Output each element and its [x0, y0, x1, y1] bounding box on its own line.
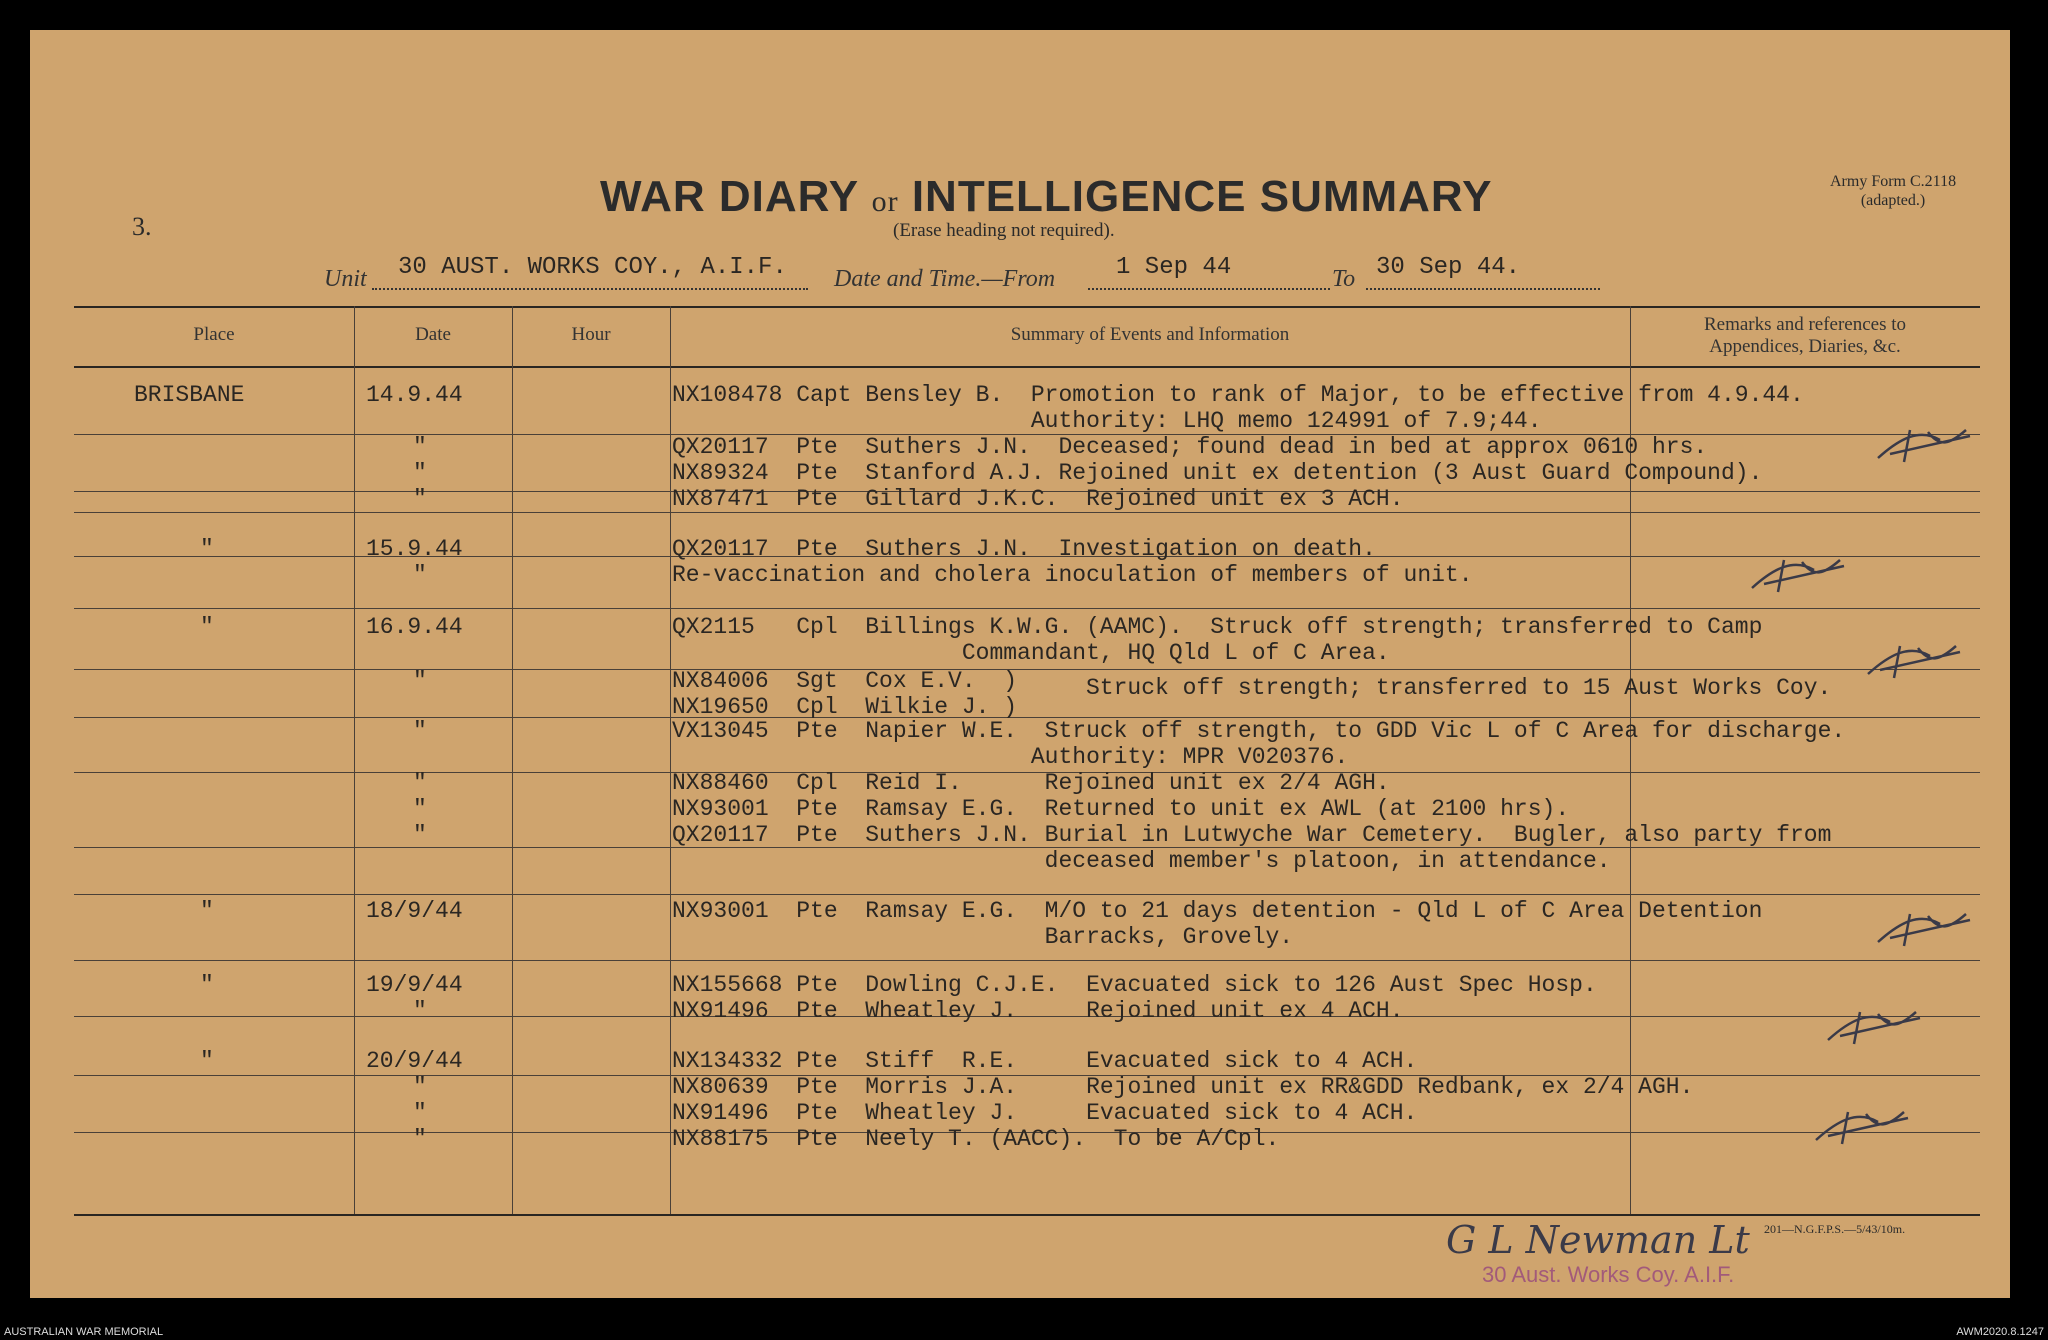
initials-icon	[1744, 548, 1854, 598]
initials-icon	[1870, 418, 1980, 468]
row-summary: Commandant, HQ Qld L of C Area.	[672, 640, 1390, 666]
row-date: 20/9/44	[366, 1048, 463, 1074]
row-summary: NX91496 Pte Wheatley J. Evacuated sick to 4 ACH.	[672, 1100, 1418, 1126]
initials-icon	[1808, 1100, 1918, 1150]
row-date: "	[413, 770, 427, 796]
row-line	[74, 894, 1980, 895]
signature: G L Newman Lt	[1446, 1218, 1750, 1262]
to-value: 30 Sep 44.	[1376, 254, 1521, 281]
col-header-remarks: Remarks and references to Appendices, Diaries, &c.	[1703, 314, 1907, 357]
row-summary: NX87471 Pte Gillard J.K.C. Rejoined unit ex 3 ACH.	[672, 486, 1404, 512]
row-date: "	[413, 460, 427, 486]
row-date: "	[413, 1126, 427, 1152]
row-place: BRISBANE	[134, 382, 245, 408]
row-line	[74, 608, 1980, 609]
footer-right: AWM2020.8.1247	[1956, 1326, 2044, 1338]
row-date: 16.9.44	[366, 614, 463, 640]
unit-dotted-line	[372, 288, 808, 290]
row-summary: NX19650 Cpl Wilkie J. )	[672, 694, 1018, 720]
unit-value: 30 AUST. WORKS COY., A.I.F.	[398, 254, 787, 281]
row-summary: NX155668 Pte Dowling C.J.E. Evacuated sick to 126 Aust Spec Hosp.	[672, 972, 1597, 998]
row-summary: Barracks, Grovely.	[672, 924, 1294, 950]
row-summary: NX108478 Capt Bensley B. Promotion to rank of Major, to be effective from 4.9.44.	[672, 382, 1804, 408]
row-date: "	[413, 1074, 427, 1100]
initials-icon	[1820, 1000, 1930, 1050]
col-header-hour: Hour	[571, 324, 611, 345]
row-summary: NX93001 Pte Ramsay E.G. M/O to 21 days detention - Qld L of C Area Detention	[672, 898, 1763, 924]
row-place: "	[200, 614, 214, 640]
row-date: 15.9.44	[366, 536, 463, 562]
unit-label: Unit	[324, 266, 367, 292]
row-summary: QX20117 Pte Suthers J.N. Investigation on death.	[672, 536, 1376, 562]
form-reference: Army Form C.2118 (adapted.)	[1830, 173, 1957, 209]
to-dotted-line	[1366, 288, 1600, 290]
from-dotted-line	[1088, 288, 1330, 290]
row-place: "	[200, 898, 214, 924]
row-summary: NX88460 Cpl Reid I. Rejoined unit ex 2/4 AGH.	[672, 770, 1390, 796]
col-divider-place	[354, 306, 355, 1214]
table-top-border	[74, 306, 1980, 308]
row-date: "	[413, 718, 427, 744]
row-date: 19/9/44	[366, 972, 463, 998]
row-date: 18/9/44	[366, 898, 463, 924]
row-summary: Authority: MPR V020376.	[672, 744, 1349, 770]
row-summary: Authority: LHQ memo 124991 of 7.9;44.	[672, 408, 1542, 434]
header-bottom-border	[74, 366, 1980, 368]
row-summary: NX134332 Pte Stiff R.E. Evacuated sick to 4 ACH.	[672, 1048, 1418, 1074]
page-title: WAR DIARY or INTELLIGENCE SUMMARY	[600, 172, 1493, 221]
initials-icon	[1860, 634, 1970, 684]
row-date: "	[413, 434, 427, 460]
row-place: "	[200, 1048, 214, 1074]
row-date: 14.9.44	[366, 382, 463, 408]
row-place: "	[200, 972, 214, 998]
row-date: "	[413, 998, 427, 1024]
page-number: 3.	[132, 212, 152, 241]
row-summary: deceased member's platoon, in attendance.	[672, 848, 1611, 874]
row-date: "	[413, 796, 427, 822]
col-header-date: Date	[415, 324, 451, 345]
row-summary: QX2115 Cpl Billings K.W.G. (AAMC). Struck off strength; transferred to Camp	[672, 614, 1763, 640]
row-line	[74, 512, 1980, 513]
initials-icon	[1870, 902, 1980, 952]
row-summary: QX20117 Pte Suthers J.N. Deceased; found dead in bed at approx 0610 hrs.	[672, 434, 1708, 460]
col-divider-hour	[670, 306, 671, 1214]
cox-wilkie-note: Struck off strength; transferred to 15 Aust Works Coy.	[1086, 675, 1832, 701]
from-value: 1 Sep 44	[1116, 254, 1232, 281]
date-from-label: Date and Time.—From	[834, 266, 1056, 292]
row-date: "	[413, 668, 427, 694]
row-summary: NX93001 Pte Ramsay E.G. Returned to unit ex AWL (at 2100 hrs).	[672, 796, 1570, 822]
col-divider-date	[512, 306, 513, 1214]
row-line	[74, 669, 1980, 670]
row-summary: NX91496 Pte Wheatley J. Rejoined unit ex 4 ACH.	[672, 998, 1404, 1024]
row-date: "	[413, 822, 427, 848]
row-line	[74, 960, 1980, 961]
row-summary: NX89324 Pte Stanford A.J. Rejoined unit ex detention (3 Aust Guard Compound).	[672, 460, 1763, 486]
row-summary: NX88175 Pte Neely T. (AACC). To be A/Cpl.	[672, 1126, 1280, 1152]
col-header-place: Place	[193, 324, 235, 345]
row-summary: NX80639 Pte Morris J.A. Rejoined unit ex RR&GDD Redbank, ex 2/4 AGH.	[672, 1074, 1694, 1100]
col-header-summary: Summary of Events and Information	[1010, 324, 1290, 345]
subtitle: (Erase heading not required).	[893, 220, 1115, 241]
row-date: "	[413, 562, 427, 588]
row-date: "	[413, 1100, 427, 1126]
table-bottom-border	[74, 1214, 1980, 1216]
row-place: "	[200, 536, 214, 562]
unit-stamp: 30 Aust. Works Coy. A.I.F.	[1482, 1262, 1735, 1287]
to-label: To	[1332, 266, 1356, 292]
row-summary: Re-vaccination and cholera inoculation of members of unit.	[672, 562, 1473, 588]
row-summary: NX84006 Sgt Cox E.V. )	[672, 668, 1018, 694]
printer-reference: 201—N.G.F.P.S.—5/43/10m.	[1764, 1222, 1906, 1236]
row-summary: VX13045 Pte Napier W.E. Struck off strength, to GDD Vic L of C Area for discharge.	[672, 718, 1846, 744]
row-date: "	[413, 486, 427, 512]
footer-left: AUSTRALIAN WAR MEMORIAL	[4, 1326, 164, 1338]
row-summary: QX20117 Pte Suthers J.N. Burial in Lutwyche War Cemetery. Bugler, also party from	[672, 822, 1832, 848]
